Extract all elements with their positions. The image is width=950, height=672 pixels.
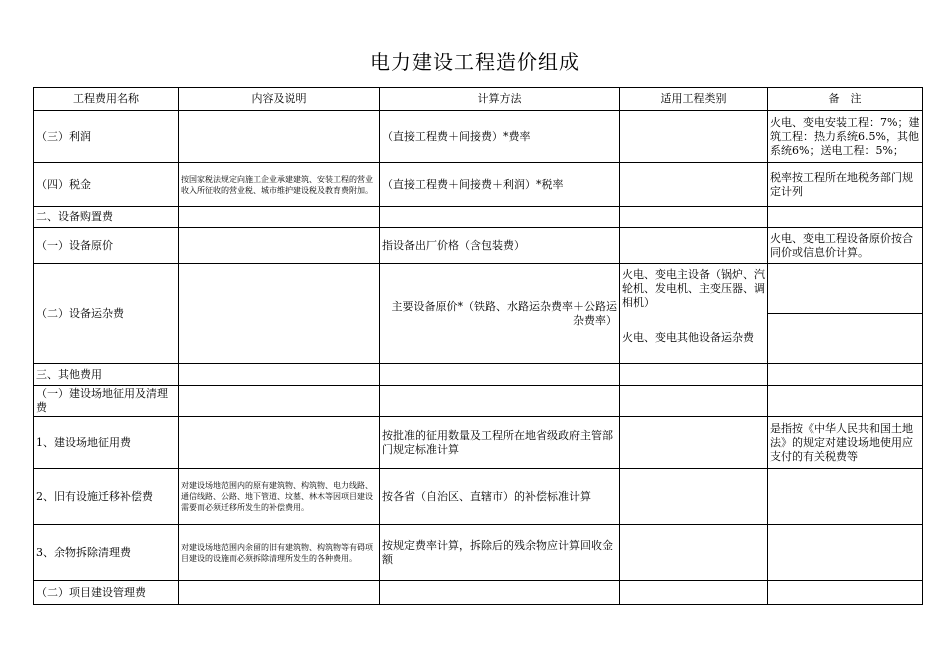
header-method: 计算方法: [380, 88, 620, 111]
row-method: （直接工程费＋间接费＋利润）*税率: [380, 163, 620, 207]
row-method: 主要设备原价*（铁路、水路运杂费率＋公路运杂费率）: [380, 264, 620, 364]
row-category: [620, 111, 768, 163]
row-note: [768, 264, 923, 314]
section-row: [34, 581, 923, 605]
header-desc: 内容及说明: [179, 88, 380, 111]
row-method: 按批准的征用数量及工程所在地省级政府主管部门规定标准计算: [380, 417, 620, 469]
row-note: [768, 469, 923, 525]
row-name: （一）建设场地征用及清理费: [34, 386, 179, 417]
row-method: 按各省（自治区、直辖市）的补偿标准计算: [380, 469, 620, 525]
header-note: 备 注: [768, 88, 923, 111]
table-row: [34, 525, 923, 581]
row-desc: 对建设场地范围内余留的旧有建筑物、构筑物等有碍项目建设的设施而必须拆除清理所发生的各种费用。: [179, 525, 380, 581]
row-name: 二、设备购置费: [34, 207, 179, 228]
row-category: [620, 163, 768, 207]
table-row: [34, 111, 923, 163]
row-category: [620, 228, 768, 264]
row-note: 火电、变电工程设备原价按合同价或信息价计算。: [768, 228, 923, 264]
row-category: [620, 469, 768, 525]
row-name: 2、旧有设施迁移补偿费: [34, 469, 179, 525]
row-method: 指设备出厂价格（含包装费）: [380, 228, 620, 264]
row-category: 火电、变电主设备（锅炉、汽轮机、发电机、主变压器、调相机）: [620, 264, 768, 314]
table-row: [34, 264, 923, 314]
header-category: 适用工程类别: [620, 88, 768, 111]
row-category: [620, 417, 768, 469]
page-title: 电力建设工程造价组成: [370, 50, 580, 74]
row-name: （一）设备原价: [34, 228, 179, 264]
row-desc: [179, 417, 380, 469]
header-row: [34, 88, 923, 111]
row-name: （四）税金: [34, 163, 179, 207]
cost-table: [33, 87, 923, 605]
row-note: 税率按工程所在地税务部门规定计列: [768, 163, 923, 207]
row-note: 是指按《中华人民共和国土地法》的规定对建设场地使用应支付的有关税费等: [768, 417, 923, 469]
row-name: （二）项目建设管理费: [34, 581, 179, 605]
table-row: [34, 417, 923, 469]
table-row: [34, 469, 923, 525]
row-name: 1、建设场地征用费: [34, 417, 179, 469]
row-desc: [179, 264, 380, 364]
row-note: [768, 525, 923, 581]
row-desc: [179, 228, 380, 264]
row-note: [768, 314, 923, 364]
header-name: 工程费用名称: [34, 88, 179, 111]
table-row: [34, 228, 923, 264]
table-row: [34, 163, 923, 207]
row-desc: 对建设场地范围内的原有建筑物、构筑物、电力线路、通信线路、公路、地下管道、坟墓、林木等因项目建设需要而必须迁移所发生的补偿费用。: [179, 469, 380, 525]
row-note: 火电、变电安装工程：7%；建筑工程：热力系统6.5%，其他系统6%；送电工程：5%；: [768, 111, 923, 163]
row-category: [620, 525, 768, 581]
row-name: 三、其他费用: [34, 364, 179, 386]
row-category: 火电、变电其他设备运杂费: [620, 314, 768, 364]
row-name: （三）利润: [34, 111, 179, 163]
section-row: [34, 207, 923, 228]
row-method: 按规定费率计算，拆除后的残余物应计算回收金额: [380, 525, 620, 581]
row-name: 3、余物拆除清理费: [34, 525, 179, 581]
row-method: （直接工程费＋间接费）*费率: [380, 111, 620, 163]
row-desc: [179, 111, 380, 163]
row-name: （二）设备运杂费: [34, 264, 179, 364]
row-desc: 按国家税法规定向施工企业承建建筑、安装工程的营业收入所征收的营业税、城市维护建设税及教育费附加。: [179, 163, 380, 207]
section-row: [34, 386, 923, 417]
section-row: [34, 364, 923, 386]
